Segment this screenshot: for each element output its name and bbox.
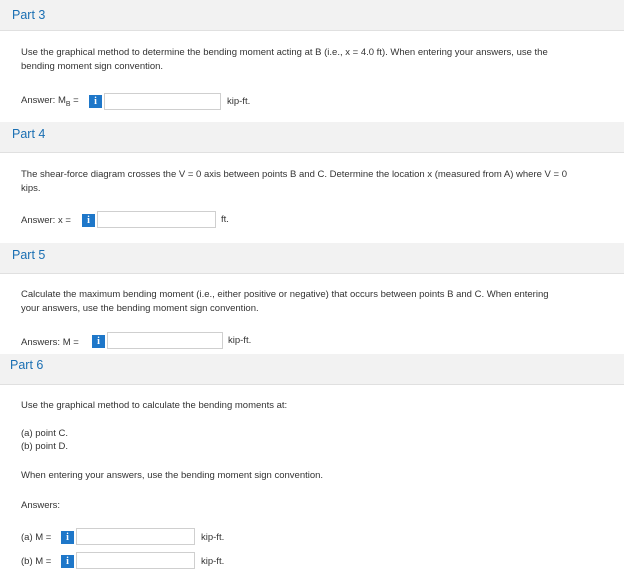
part3-unit: kip-ft. xyxy=(227,96,251,107)
info-icon[interactable]: i xyxy=(61,555,74,568)
part6-b-label: (b) M = xyxy=(21,556,52,567)
part5-unit: kip-ft. xyxy=(228,335,252,346)
part5-question-line1: Calculate the maximum bending moment (i.e., either positive or negative) that occurs between points B and C. When entering xyxy=(21,289,549,300)
part3-answer-input[interactable] xyxy=(104,93,221,110)
part6-b-unit: kip-ft. xyxy=(201,556,225,567)
part5-answer-label: Answers: M = xyxy=(21,337,79,348)
part3-question-line2: bending moment sign convention. xyxy=(21,61,164,72)
part3-answer-label: Answer: $M_B$ = xyxy=(21,95,79,108)
part5-header xyxy=(0,243,624,274)
part4-unit: ft. xyxy=(221,214,229,225)
part5-answer-input[interactable] xyxy=(107,332,223,349)
part3-title: Part 3 xyxy=(12,8,46,22)
part5-question-line2: your answers, use the bending moment sign convention. xyxy=(21,303,259,314)
info-icon[interactable]: i xyxy=(89,95,102,108)
part6-b-input[interactable] xyxy=(76,552,195,569)
part6-answers-label: Answers: xyxy=(21,500,61,511)
part6-note: When entering your answers, use the bending moment sign convention. xyxy=(21,470,324,481)
part6-item-a: (a) point C. xyxy=(21,428,68,439)
part6-intro: Use the graphical method to calculate the bending moments at: xyxy=(21,400,288,411)
part3-header xyxy=(0,0,624,31)
info-icon[interactable]: i xyxy=(61,531,74,544)
part4-question-line1: The shear-force diagram crosses the V = 0 axis between points B and C. Determine the location x (measured from A) where V = 0 xyxy=(21,169,567,180)
info-icon[interactable]: i xyxy=(92,335,105,348)
part4-header xyxy=(0,122,624,153)
part6-a-label: (a) M = xyxy=(21,532,52,543)
part4-title: Part 4 xyxy=(12,127,46,141)
part6-a-input[interactable] xyxy=(76,528,195,545)
part4-answer-label: Answer: x = xyxy=(21,215,71,226)
part5-title: Part 5 xyxy=(12,248,46,262)
part6-a-unit: kip-ft. xyxy=(201,532,225,543)
part4-answer-input[interactable] xyxy=(97,211,216,228)
part3-question-line1: Use the graphical method to determine the bending moment acting at B (i.e., x = 4.0 ft). When entering your answers, use the xyxy=(21,47,548,58)
part6-title: Part 6 xyxy=(10,358,44,372)
part6-item-b: (b) point D. xyxy=(21,441,68,452)
info-icon[interactable]: i xyxy=(82,214,95,227)
part4-question-line2: kips. xyxy=(21,183,41,194)
part6-header xyxy=(0,354,624,385)
